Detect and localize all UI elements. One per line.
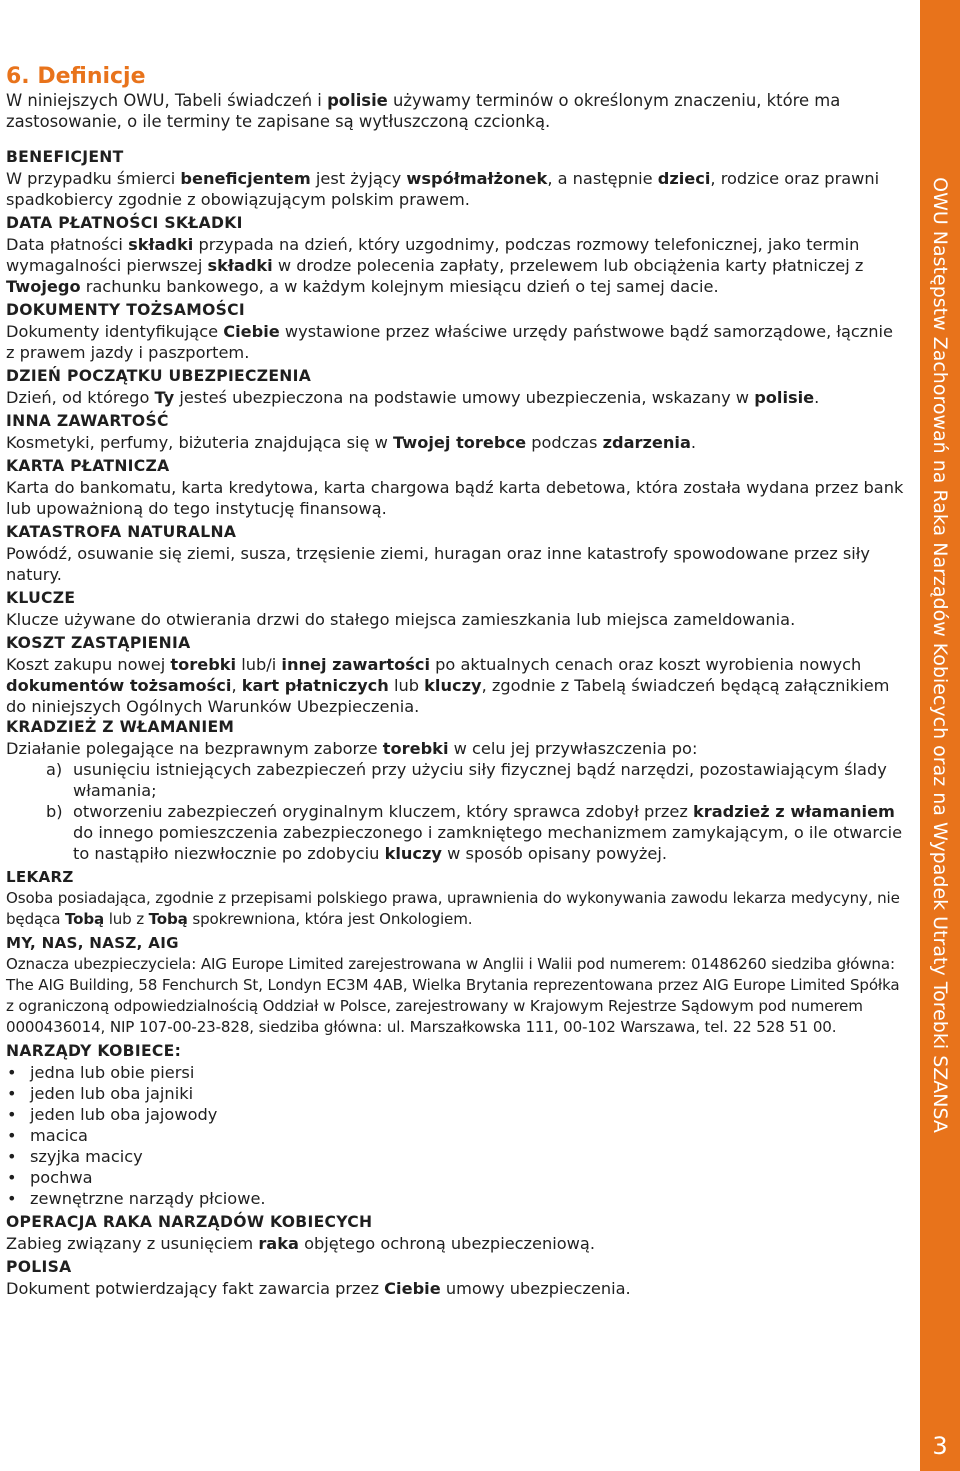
- term-title: DOKUMENTY TOŻSAMOŚCI: [6, 301, 245, 319]
- list-item: • zewnętrzne narządy płciowe.: [6, 1188, 904, 1209]
- term-title: LEKARZ: [6, 868, 74, 886]
- term-body: Powódź, osuwanie się ziemi, susza, trzęsienie ziemi, huragan oraz inne katastrofy spowodowane przez siły natury.: [6, 544, 870, 584]
- term-my-nas-nasz-aig: [6, 933, 904, 1038]
- page-number: 3: [932, 1432, 948, 1460]
- term-narzady-kobiece: [6, 1041, 904, 1209]
- list-item: • jeden lub oba jajniki: [6, 1083, 904, 1104]
- term-body: Kosmetyki, perfumy, biżuteria znajdująca się w Twojej torebce podczas zdarzenia.: [6, 433, 697, 452]
- term-dzien-poczatku: [6, 366, 904, 408]
- term-polisa: [6, 1257, 904, 1299]
- term-body: Dzień, od którego Ty jesteś ubezpieczona na podstawie umowy ubezpieczenia, wskazany w polisie.: [6, 388, 820, 407]
- narzady-bullet-list: [6, 1062, 904, 1209]
- term-body: W przypadku śmierci beneficjentem jest żyjący współmałżonek, a następnie dzieci, rodzice oraz prawni spadkobiercy zgodnie z obowiązującym polskim prawem.: [6, 169, 880, 209]
- term-body: Koszt zakupu nowej torebki lub/i innej zawartości po aktualnych cenach oraz koszt wyrobienia nowych dokumentów tożsamości, kart płatniczych lub kluczy, zgodnie z Tabelą świadczeń będącą załącznikiem do niniejszych Ogólnych Warunków Ubezpieczenia.: [6, 655, 890, 716]
- term-title: MY, NAS, NASZ, AIG: [6, 934, 179, 952]
- term-body: Zabieg związany z usunięciem raka objętego ochroną ubezpieczeniową.: [6, 1234, 595, 1253]
- term-title: OPERACJA RAKA NARZĄDÓW KOBIECYCH: [6, 1213, 373, 1231]
- term-lekarz: [6, 867, 904, 930]
- term-title: BENEFICJENT: [6, 148, 124, 166]
- list-item: [6, 801, 904, 864]
- list-item: [6, 759, 904, 801]
- term-kradziez: [6, 717, 904, 864]
- term-dokumenty: [6, 300, 904, 363]
- term-title: KRADZIEŻ Z WŁAMANIEM: [6, 718, 235, 736]
- definitions-list: [6, 147, 904, 717]
- term-body: Klucze używane do otwierania drzwi do stałego miejsca zamieszkania lub miejsca zameldowania.: [6, 610, 796, 629]
- term-title: KOSZT ZASTĄPIENIA: [6, 634, 191, 652]
- list-marker: b): [46, 802, 63, 821]
- list-marker: a): [46, 760, 63, 779]
- kradziez-conditions-list: [6, 759, 904, 864]
- side-band-title: OWU Następstw Zachorowań na Raka Narządów Kobiecych oraz na Wypadek Utraty Torebki SZANSA: [929, 177, 951, 1133]
- term-karta-platnicza: [6, 456, 904, 519]
- term-title: NARZĄDY KOBIECE:: [6, 1042, 182, 1060]
- term-data-platnosci: [6, 213, 904, 297]
- term-body: Osoba posiadająca, zgodnie z przepisami polskiego prawa, uprawnienia do wykonywania zawodu lekarza medycyny, nie będąca Tobą lub z Tobą spokrewniona, która jest Onkologiem.: [6, 889, 900, 928]
- term-body: Karta do bankomatu, karta kredytowa, karta chargowa bądź karta debetowa, która została wydana przez bank lub upoważnioną do tego instytucję finansową.: [6, 478, 904, 518]
- list-item-text: otworzeniu zabezpieczeń oryginalnym kluczem, który sprawca zdobył przez kradzież z włamaniem do innego pomieszczenia zabezpieczonego i zamkniętego mechanizmem zamykającym, o ile otwarcie to nastąpiło niezwłocznie po zdobyciu kluczy w sposób opisany powyżej.: [73, 802, 903, 863]
- term-body: Działanie polegające na bezprawnym zaborze torebki w celu jej przywłaszczenia po:: [6, 739, 698, 758]
- document-body: [6, 64, 904, 1299]
- term-katastrofa: [6, 522, 904, 585]
- term-body: Oznacza ubezpieczyciela: AIG Europe Limited zarejestrowana w Anglii i Walii pod numerem: 01486260 siedziba główna: The AIG Building, 58 Fenchurch St, Londyn EC3M 4AB, Wielka Brytania reprezentowana przez AIG Europe Limited Spółka z ograniczoną odpowiedzialnością Oddział w Polsce, zarejestrowany w Krajowym Rejestrze Sądowym pod numerem 0000436014, NIP 107-00-23-828, siedziba główna: ul. Marszałkowska 111, 00-102 Warszawa, tel. 22 528 51 00.: [6, 955, 900, 1036]
- list-item-text: usunięciu istniejących zabezpieczeń przy użyciu siły fizycznej bądź narzędzi, pozostawiającym ślady włamania;: [73, 760, 887, 800]
- section-intro: W niniejszych OWU, Tabeli świadczeń i polisie używamy terminów o określonym znaczeniu, które ma zastosowanie, o ile terminy te zapisane są wytłuszczoną czcionką.: [6, 91, 841, 131]
- list-item: • jeden lub oba jajowody: [6, 1104, 904, 1125]
- term-inna-zawartosc: [6, 411, 904, 453]
- list-item: • pochwa: [6, 1167, 904, 1188]
- term-body: Data płatności składki przypada na dzień, który uzgodnimy, podczas rozmowy telefonicznej, jako termin wymagalności pierwszej składki w drodze polecenia zapłaty, przelewem lub obciążenia karty płatniczej z Twojego rachunku bankowego, a w każdym kolejnym miesiącu dzień o tej samej dacie.: [6, 235, 864, 296]
- term-title: KLUCZE: [6, 589, 76, 607]
- list-item: • macica: [6, 1125, 904, 1146]
- term-title: KARTA PŁATNICZA: [6, 457, 170, 475]
- side-band: [920, 0, 960, 1471]
- section-title: 6. Definicje: [6, 64, 146, 89]
- term-operacja: [6, 1212, 904, 1254]
- term-title: DZIEŃ POCZĄTKU UBEZPIECZENIA: [6, 367, 312, 385]
- list-item: • jedna lub obie piersi: [6, 1062, 904, 1083]
- term-title: DATA PŁATNOŚCI SKŁADKI: [6, 214, 243, 232]
- term-body: Dokumenty identyfikujące Ciebie wystawione przez właściwe urzędy państwowe bądź samorządowe, łącznie z prawem jazdy i paszportem.: [6, 322, 894, 362]
- term-klucze: [6, 588, 904, 630]
- term-koszt: [6, 633, 904, 717]
- term-title: INNA ZAWARTOŚĆ: [6, 412, 169, 430]
- term-title: POLISA: [6, 1258, 72, 1276]
- list-item: • szyjka macicy: [6, 1146, 904, 1167]
- term-body: Dokument potwierdzający fakt zawarcia przez Ciebie umowy ubezpieczenia.: [6, 1279, 631, 1298]
- term-beneficjent: [6, 147, 904, 210]
- term-title: KATASTROFA NATURALNA: [6, 523, 237, 541]
